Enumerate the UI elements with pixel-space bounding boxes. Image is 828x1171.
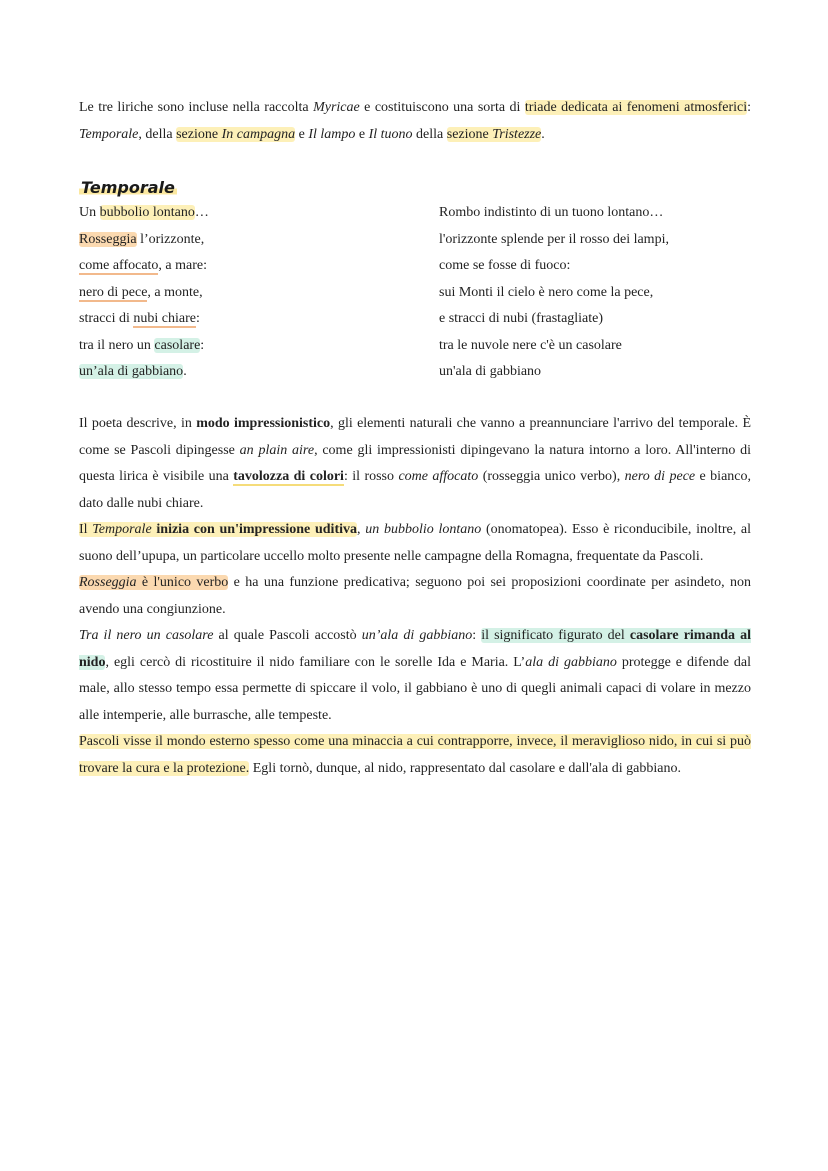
intro-text: e (295, 126, 309, 142)
poem-line-original (79, 336, 204, 356)
poem-underline: nero di pece (79, 284, 148, 300)
analysis-paragraph-1 (79, 411, 751, 517)
poem-line-original (79, 283, 203, 303)
intro-highlight-triade: triade dedicata ai fenomeni atmosferici (524, 100, 748, 115)
analysis-italic: Temporale (92, 522, 152, 537)
intro-temporale: Temporale (79, 126, 139, 142)
analysis-italic: nero di pece (624, 469, 696, 484)
analysis-bold: inizia con un'impressione uditiva (151, 522, 358, 537)
intro-il-tuono: Il tuono (368, 126, 413, 142)
analysis-text: Egli tornò, dunque, al nido, rappresentato dal casolare e dall'ala di gabbiano. (249, 760, 681, 776)
poem-text: , a monte, (147, 284, 203, 300)
poem-line-paraphrase: e stracci di nubi (frastagliate) (439, 311, 604, 326)
intro-text: della (412, 126, 447, 142)
poem-line-original (79, 256, 207, 276)
analysis-italic: un bubbolio lontano (365, 522, 482, 537)
poem-line-paraphrase: tra le nuvole nere c'è un casolare (439, 337, 622, 353)
analysis-italic: come affocato (398, 469, 479, 484)
analysis-italic: an plain aire (239, 442, 315, 458)
poem-line-original (79, 203, 209, 223)
poem-line-original (79, 362, 187, 382)
analysis-paragraph-4 (79, 623, 751, 729)
poem-highlight: casolare (154, 337, 201, 353)
analysis-text: il significato figurato del (481, 628, 630, 643)
analysis-highlight (79, 522, 357, 537)
poem-line-original (79, 230, 204, 250)
analysis-text: al quale Pascoli accostò (213, 628, 362, 643)
analysis-text: : (472, 628, 482, 643)
analysis-text: : il rosso (343, 469, 399, 484)
analysis-body (79, 411, 751, 782)
poem-text: … (194, 205, 209, 220)
analysis-bold: modo impressionistico (196, 416, 331, 431)
poem-underline: nubi chiare (133, 311, 197, 326)
analysis-italic: ala di gabbiano (525, 654, 617, 670)
analysis-text: e ha una funzione predicativa; seguono poi sei proposizioni coordinate per asindeto, non avendo una congiunzione. (79, 575, 751, 617)
analysis-text: , gli elementi naturali che vanno a preannunciare l'arrivo del temporale. È come se Pascoli dipingesse (79, 416, 752, 458)
poem-text: l’orizzonte, (136, 231, 205, 247)
analysis-text: Il poeta descrive, in (79, 416, 197, 431)
poem-line-paraphrase: sui Monti il cielo è nero come la pece, (439, 284, 654, 300)
analysis-text: Il (79, 522, 93, 537)
analysis-highlight (79, 575, 228, 590)
poem-text: : (196, 311, 200, 326)
intro-text: . (541, 126, 545, 142)
analysis-text: (rosseggia unico verbo), (478, 469, 625, 484)
analysis-text: protegge e difende dal male, allo stesso tempo essa permette di spiccare il volo, il gabbiano è uno di quegli animali capaci di volare in mezzo alle intemperie, alle burrasche, alle tempeste. (79, 654, 752, 723)
poem-line-paraphrase: come se fosse di fuoco: (439, 258, 571, 273)
analysis-highlight: Pascoli visse il mondo esterno spesso come una minaccia a cui contrapporre, invece, il meraviglioso nido, in cui si può trovare la cura e la protezione. (79, 734, 751, 776)
poem-text: . (183, 364, 187, 379)
poem-line-paraphrase: Rombo indistinto di un tuono lontano… (439, 205, 664, 220)
intro-il-lampo: Il lampo (308, 126, 356, 142)
poem-line-original (79, 309, 200, 329)
poem-underline: come affocato (79, 258, 159, 273)
analysis-text: (onomatopea). Esso è riconducibile, inoltre, al suono dell’upupa, un particolare uccello molto presente nelle campagne della Romagna, frequentate da Pascoli. (79, 522, 752, 564)
poem-line-paraphrase: l'orizzonte splende per il rosso dei lampi, (439, 231, 669, 247)
analysis-text: e bianco, dato dalle nubi chiare. (79, 469, 752, 511)
analysis-text: è l'unico verbo (136, 575, 229, 590)
intro-myricae: Myricae (313, 100, 360, 115)
analysis-italic: un’ala di gabbiano (361, 628, 473, 643)
intro-text: Le tre liriche sono incluse nella raccolta (79, 100, 314, 115)
analysis-paragraph-3 (79, 570, 751, 623)
analysis-bold: casolare rimanda al nido (79, 628, 752, 670)
intro-tristezze: Tristezze (492, 126, 542, 142)
intro-in-campagna: In campagna (221, 126, 296, 142)
analysis-paragraph-2 (79, 517, 751, 570)
poem-highlight: un’ala di gabbiano (79, 364, 184, 379)
analysis-text: , egli cercò di ricostituire il nido familiare con le sorelle Ida e Maria. L’ (105, 654, 526, 670)
poem-text: , a mare: (158, 258, 208, 273)
poem-highlight: Rosseggia (79, 231, 137, 247)
poem-text: stracci di (79, 311, 134, 326)
analysis-bold-underlined: tavolozza di colori (233, 469, 344, 484)
analysis-italic: Rosseggia (79, 575, 137, 590)
intro-sezione-label: sezione (176, 126, 222, 142)
intro-text: e costituiscono una sorta di (359, 100, 525, 115)
intro-paragraph (79, 95, 751, 148)
intro-text: e (355, 126, 369, 142)
poem-title: Temporale (81, 178, 175, 197)
poem-text: tra il nero un (79, 337, 155, 353)
analysis-paragraph-5 (79, 729, 751, 782)
poem-text: Un (79, 205, 100, 220)
intro-sezione-label: sezione (446, 126, 493, 142)
intro-highlight-campagna (176, 127, 295, 142)
poem-line-paraphrase: un'ala di gabbiano (439, 364, 542, 379)
intro-text: , della (138, 126, 177, 142)
poem-text: : (200, 337, 205, 353)
analysis-italic: Tra il nero un casolare (79, 628, 214, 643)
analysis-text: , (357, 522, 366, 537)
analysis-text: , come gli impressionisti dipingevano la natura intorno a loro. All'interno di questa lirica è visibile una (79, 442, 752, 484)
intro-text: : (747, 100, 751, 115)
poem-highlight: bubbolio lontano (99, 205, 195, 220)
intro-highlight-tristezze (447, 127, 542, 142)
